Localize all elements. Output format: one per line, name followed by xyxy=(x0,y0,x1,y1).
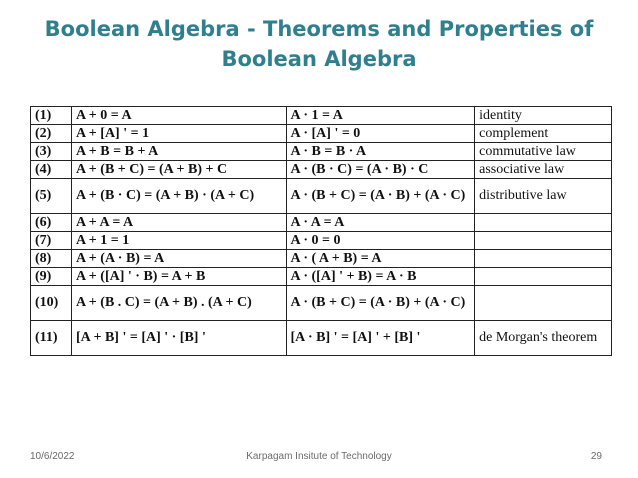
or-form-expression: A + (B + C) = (A + B) + C xyxy=(71,161,286,179)
or-form-expression: A + 1 = 1 xyxy=(71,232,286,250)
or-form-expression: A + (A · B) = A xyxy=(71,250,286,268)
slide-title-line-1: Boolean Algebra - Theorems and Properties of xyxy=(44,17,594,41)
or-form-expression: [A + B] ' = [A] ' · [B] ' xyxy=(71,321,286,356)
and-form-expression: A · ([A] ' + B) = A · B xyxy=(286,268,475,286)
table-row xyxy=(31,286,612,321)
row-number: (6) xyxy=(31,214,72,232)
and-form-expression: A · B = B · A xyxy=(286,143,475,161)
law-name: distributive law xyxy=(475,179,612,214)
row-number: (3) xyxy=(31,143,72,161)
row-number: (8) xyxy=(31,250,72,268)
table-row xyxy=(31,143,612,161)
law-name: identity xyxy=(475,107,612,125)
or-form-expression: A + (B · C) = (A + B) · (A + C) xyxy=(71,179,286,214)
and-form-expression: A · ( A + B) = A xyxy=(286,250,475,268)
and-form-expression: A · (B · C) = (A · B) · C xyxy=(286,161,475,179)
and-form-expression: A · (B + C) = (A · B) + (A · C) xyxy=(286,179,475,214)
theorems-table xyxy=(30,106,612,356)
law-name xyxy=(475,232,612,250)
row-number: (4) xyxy=(31,161,72,179)
and-form-expression: A · 0 = 0 xyxy=(286,232,475,250)
table-row xyxy=(31,250,612,268)
row-number: (7) xyxy=(31,232,72,250)
row-number: (5) xyxy=(31,179,72,214)
law-name xyxy=(475,214,612,232)
table-row xyxy=(31,214,612,232)
law-name: de Morgan's theorem xyxy=(475,321,612,356)
or-form-expression: A + A = A xyxy=(71,214,286,232)
slide-title xyxy=(20,14,618,74)
row-number: (1) xyxy=(31,107,72,125)
and-form-expression: [A · B] ' = [A] ' + [B] ' xyxy=(286,321,475,356)
law-name: associative law xyxy=(475,161,612,179)
footer-page-number: 29 xyxy=(590,451,602,462)
or-form-expression: A + ([A] ' · B) = A + B xyxy=(71,268,286,286)
row-number: (2) xyxy=(31,125,72,143)
and-form-expression: A · (B + C) = (A · B) + (A · C) xyxy=(286,286,475,321)
slide-title-line-2: Boolean Algebra xyxy=(221,47,417,71)
footer-organization: Karpagam Insitute of Technology xyxy=(246,451,392,462)
table-row xyxy=(31,232,612,250)
or-form-expression: A + (B . C) = (A + B) . (A + C) xyxy=(71,286,286,321)
and-form-expression: A · A = A xyxy=(286,214,475,232)
row-number: (9) xyxy=(31,268,72,286)
law-name xyxy=(475,286,612,321)
and-form-expression: A · 1 = A xyxy=(286,107,475,125)
or-form-expression: A + B = B + A xyxy=(71,143,286,161)
law-name: complement xyxy=(475,125,612,143)
table-row xyxy=(31,107,612,125)
table-row xyxy=(31,179,612,214)
footer-date: 10/6/2022 xyxy=(30,451,75,462)
table-row xyxy=(31,268,612,286)
or-form-expression: A + 0 = A xyxy=(71,107,286,125)
or-form-expression: A + [A] ' = 1 xyxy=(71,125,286,143)
law-name: commutative law xyxy=(475,143,612,161)
table-row xyxy=(31,161,612,179)
row-number: (11) xyxy=(31,321,72,356)
table-row xyxy=(31,125,612,143)
row-number: (10) xyxy=(31,286,72,321)
and-form-expression: A · [A] ' = 0 xyxy=(286,125,475,143)
law-name xyxy=(475,268,612,286)
law-name xyxy=(475,250,612,268)
table-row xyxy=(31,321,612,356)
